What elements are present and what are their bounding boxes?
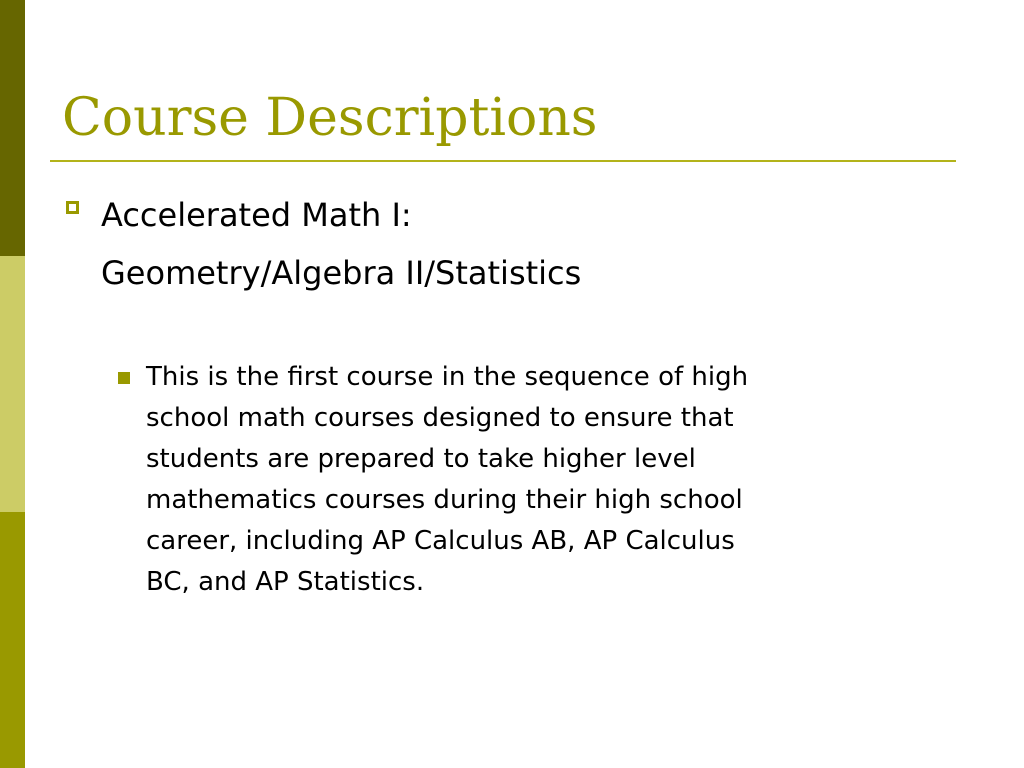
title-divider bbox=[50, 160, 956, 162]
hollow-square-bullet-icon bbox=[66, 201, 79, 214]
sub-bullet-line: mathematics courses during their high school bbox=[146, 485, 743, 515]
sub-bullet-line: school math courses designed to ensure that bbox=[146, 403, 734, 433]
sidebar-stripe-dark bbox=[0, 0, 25, 256]
sidebar-stripe-light bbox=[0, 256, 25, 512]
bullet-line: Accelerated Math I: bbox=[101, 196, 412, 234]
bullet-text bbox=[101, 186, 581, 302]
filled-square-bullet-icon bbox=[118, 372, 130, 384]
slide-title: Course Descriptions bbox=[62, 88, 598, 148]
sub-bullet-line: This is the first course in the sequence of high bbox=[146, 362, 749, 392]
sub-bullet-text bbox=[146, 357, 976, 603]
sidebar-stripe-olive bbox=[0, 512, 25, 768]
sub-bullet-line: students are prepared to take higher level bbox=[146, 444, 696, 474]
bullet-line: Geometry/Algebra II/Statistics bbox=[101, 254, 582, 292]
sub-bullet-line: career, including AP Calculus AB, AP Calculus bbox=[146, 526, 735, 556]
sub-bullet-line: BC, and AP Statistics. bbox=[146, 567, 425, 597]
